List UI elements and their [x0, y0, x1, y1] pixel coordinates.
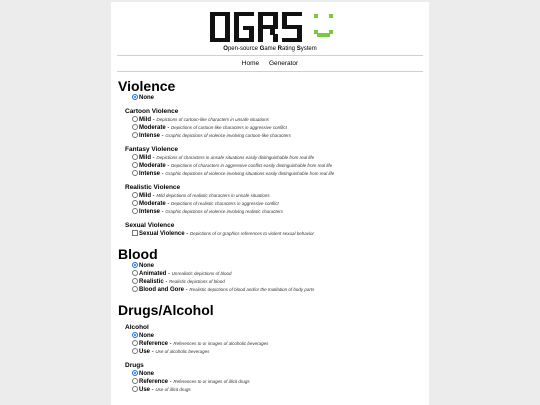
- tagline-initial: O: [223, 46, 228, 52]
- tagline-initial: R: [277, 46, 282, 52]
- option-label: None: [139, 263, 154, 269]
- section-drugs-alcohol: [118, 302, 429, 394]
- option-description: Depictions of or graphics references to violent sexual behavior: [189, 231, 315, 236]
- page: [111, 2, 429, 405]
- tagline-initial: G: [259, 46, 265, 52]
- section-title: Drugs/Alcohol: [118, 302, 214, 318]
- option-description: Unrealistic depictions of blood: [171, 271, 232, 276]
- radio-button[interactable]: [132, 192, 138, 198]
- option-none[interactable]: [132, 94, 429, 102]
- option-intense[interactable]: Intense - Graphic depictions of violence involving realistic characters: [132, 208, 429, 216]
- option-realistic[interactable]: Realistic - Realistic depictions of blood: [132, 278, 429, 286]
- option-description: Depictions of cartoon-like characters in unsafe situations: [156, 117, 269, 122]
- radio-button[interactable]: [132, 94, 138, 100]
- option-description: Depictions of cartoon-like characters in aggressive conflict: [171, 125, 287, 130]
- option-none[interactable]: [132, 332, 429, 340]
- tagline-initial: S: [296, 46, 301, 52]
- option-none[interactable]: [132, 370, 429, 378]
- group-title: Drugs: [125, 362, 144, 369]
- group-drugs: [125, 361, 429, 394]
- option-label: Intense: [139, 133, 161, 139]
- radio-button[interactable]: [132, 200, 138, 206]
- group-sexual-violence: [125, 221, 429, 238]
- option-mild[interactable]: Mild - Depictions of cartoon-like characters in unsafe situations: [132, 116, 429, 124]
- option-description: Use of alcoholic beverages: [155, 349, 210, 354]
- option-label: Mild: [139, 193, 151, 199]
- group-fantasy-violence: [125, 145, 429, 178]
- option-label: Moderate: [139, 163, 166, 169]
- option-description: References to or images of alcoholic beverages: [173, 341, 269, 346]
- option-description: Realistic depictions of blood: [169, 279, 225, 284]
- option-description: References to or images of illicit drugs: [173, 379, 250, 384]
- option-label: Mild: [139, 117, 151, 123]
- group-title: Fantasy Violence: [125, 146, 178, 153]
- option-description: Mild depictions of realistic characters in unsafe situations: [156, 193, 270, 198]
- option-label: Realistic: [139, 279, 164, 285]
- section-blood: [118, 246, 429, 294]
- rating-form: [118, 78, 429, 402]
- option-label: Use: [139, 387, 151, 393]
- option-description: Use of illicit drugs: [155, 387, 191, 392]
- group-realistic-violence: [125, 183, 429, 216]
- option-label: Sexual Violence: [139, 231, 185, 237]
- group-cartoon-violence: [125, 107, 429, 140]
- option-label: Reference: [139, 379, 169, 385]
- checkbox[interactable]: [132, 230, 138, 236]
- tagline-word: ating: [282, 46, 297, 52]
- smiley-icon: [314, 14, 333, 37]
- radio-button[interactable]: [132, 124, 138, 130]
- option-blood-and-gore[interactable]: Blood and Gore - Realistic depictions of blood and/or the mutilation of body parts: [132, 286, 429, 294]
- radio-button[interactable]: [132, 340, 138, 346]
- tagline-word: pen-source: [227, 46, 260, 52]
- radio-button[interactable]: [132, 370, 138, 376]
- option-reference[interactable]: Reference - References to or images of illicit drugs: [132, 378, 429, 386]
- option-label: Animated: [139, 271, 167, 277]
- ogrs-logo: [210, 12, 335, 42]
- option-intense[interactable]: Intense - Graphic depictions of violence involving cartoon-like characters: [132, 132, 429, 140]
- option-label: Use: [139, 349, 151, 355]
- radio-button[interactable]: [132, 132, 138, 138]
- option-use[interactable]: Use - Use of illicit drugs: [132, 386, 429, 394]
- radio-button[interactable]: [132, 386, 138, 392]
- option-sexual-violence[interactable]: Sexual Violence - Depictions of or graphics references to violent sexual behavior: [132, 230, 429, 238]
- option-label: Intense: [139, 209, 161, 215]
- group-title: Cartoon Violence: [125, 108, 179, 115]
- group-title: Realistic Violence: [125, 184, 181, 191]
- top-nav: [117, 55, 423, 72]
- option-description: Graphic depictions of violence involving cartoon-like characters: [165, 133, 291, 138]
- tagline: [111, 46, 429, 52]
- option-mild[interactable]: Mild - Mild depictions of realistic characters in unsafe situations: [132, 192, 429, 200]
- option-description: Graphic depictions of violence involving situations easily distinguishable from real life: [165, 171, 335, 176]
- radio-button[interactable]: [132, 286, 138, 292]
- option-label: Moderate: [139, 125, 166, 131]
- option-label: Intense: [139, 171, 161, 177]
- option-label: Mild: [139, 155, 151, 161]
- option-description: Depictions of characters in unsafe situations easily distinguishable from real life: [156, 155, 315, 160]
- section-violence: [118, 78, 429, 238]
- option-description: Depictions of realistic characters in aggressive conflict: [171, 201, 279, 206]
- option-description: Realistic depictions of blood and/or the mutilation of body parts: [189, 287, 315, 292]
- option-reference[interactable]: Reference - References to or images of alcoholic beverages: [132, 340, 429, 348]
- nav-generator-link[interactable]: Generator: [268, 60, 299, 67]
- radio-button[interactable]: [132, 378, 138, 384]
- option-moderate[interactable]: Moderate - Depictions of cartoon-like characters in aggressive conflict: [132, 124, 429, 132]
- radio-button[interactable]: [132, 332, 138, 338]
- option-label: None: [139, 95, 154, 101]
- radio-button[interactable]: [132, 154, 138, 160]
- option-animated[interactable]: Animated - Unrealistic depictions of blood: [132, 270, 429, 278]
- radio-button[interactable]: [132, 208, 138, 214]
- option-moderate[interactable]: Moderate - Depictions of realistic characters in aggressive conflict: [132, 200, 429, 208]
- option-none[interactable]: [132, 262, 429, 270]
- option-label: Reference: [139, 341, 169, 347]
- option-intense[interactable]: Intense - Graphic depictions of violence involving situations easily distinguishable from real life: [132, 170, 429, 178]
- option-description: Depictions of characters in aggressive conflict easily distinguishable from real life: [171, 163, 333, 168]
- radio-button[interactable]: [132, 348, 138, 354]
- group-alcohol: [125, 323, 429, 356]
- tagline-word: ystem: [300, 46, 317, 52]
- radio-button[interactable]: [132, 170, 138, 176]
- option-use[interactable]: Use - Use of alcoholic beverages: [132, 348, 429, 356]
- section-title: Blood: [118, 246, 158, 262]
- option-mild[interactable]: Mild - Depictions of characters in unsafe situations easily distinguishable from real life: [132, 154, 429, 162]
- option-label: Blood and Gore: [139, 287, 184, 293]
- group-title: Alcohol: [125, 324, 149, 331]
- radio-button[interactable]: [132, 270, 138, 276]
- section-title: Violence: [118, 78, 176, 94]
- radio-button[interactable]: [132, 262, 138, 268]
- radio-button[interactable]: [132, 162, 138, 168]
- nav-home-link[interactable]: Home: [241, 60, 260, 67]
- radio-button[interactable]: [132, 116, 138, 122]
- option-label: Moderate: [139, 201, 166, 207]
- option-label: None: [139, 371, 154, 377]
- option-label: None: [139, 333, 154, 339]
- group-title: Sexual Violence: [125, 222, 175, 229]
- radio-button[interactable]: [132, 278, 138, 284]
- tagline-word: ame: [264, 46, 278, 52]
- option-description: Graphic depictions of violence involving realistic characters: [165, 209, 283, 214]
- option-moderate[interactable]: Moderate - Depictions of characters in aggressive conflict easily distinguishable from real life: [132, 162, 429, 170]
